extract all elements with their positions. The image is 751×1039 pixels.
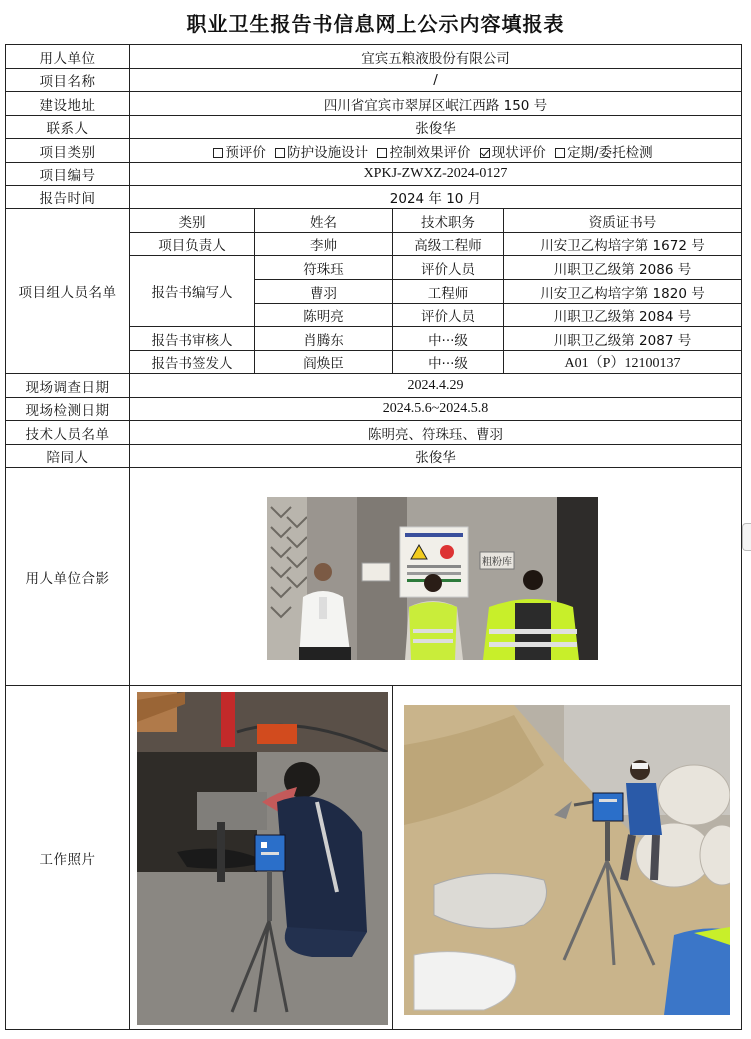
row-escort (6, 445, 742, 468)
employer-label: 用人单位 (6, 45, 130, 69)
address-value: 四川省宜宾市翠屏区岷江西路 150 号 (130, 92, 742, 116)
group-photo-label: 用人单位合影 (6, 468, 130, 686)
members-header-row (6, 209, 742, 233)
header-cert: 资质证书号 (504, 209, 742, 233)
leader-category: 项目负责人 (130, 233, 255, 256)
option-protection-design[interactable]: 防护设施设计 (275, 145, 368, 161)
reviewer-title: 中···级 (393, 327, 504, 351)
project-type-options (130, 139, 742, 163)
option-pre-assessment[interactable]: 预评价 (213, 145, 266, 161)
option-periodic-testing[interactable]: 定期/委托检测 (555, 145, 653, 161)
page-scroll-handle[interactable] (742, 523, 751, 551)
signer-title: 中···级 (393, 351, 504, 374)
testing-date-label: 现场检测日期 (6, 398, 130, 421)
row-project-type (6, 139, 742, 163)
survey-date-label: 现场调查日期 (6, 374, 130, 398)
reviewer-category: 报告书审核人 (130, 327, 255, 351)
row-technicians (6, 421, 742, 445)
work-photos-label: 工作照片 (6, 686, 130, 1030)
reviewer-name: 肖腾东 (255, 327, 393, 351)
work-photo-grain-sampling (404, 705, 730, 1015)
row-project-no (6, 163, 742, 186)
report-time-value: 2024 年 10 月 (130, 186, 742, 209)
escort-value: 张俊华 (130, 445, 742, 468)
row-testing-date (6, 398, 742, 421)
testing-date-value: 2024.5.6~2024.5.8 (130, 398, 742, 421)
row-contact (6, 116, 742, 139)
work-photo-welding-sampling (137, 692, 388, 1025)
checkbox-icon[interactable] (377, 148, 387, 158)
technicians-label: 技术人员名单 (6, 421, 130, 445)
header-name: 姓名 (255, 209, 393, 233)
writer-title: 工程师 (393, 280, 504, 304)
writer-cert: 川职卫乙级第 2086 号 (504, 256, 742, 280)
group-photo (267, 497, 598, 660)
writer-cert: 川安卫乙构培字第 1820 号 (504, 280, 742, 304)
option-control-effect[interactable]: 控制效果评价 (377, 145, 470, 161)
report-time-label: 报告时间 (6, 186, 130, 209)
checkbox-icon[interactable] (275, 148, 285, 158)
writers-category: 报告书编写人 (130, 256, 255, 327)
employer-value: 宜宾五粮液股份有限公司 (130, 45, 742, 69)
header-title: 技术职务 (393, 209, 504, 233)
checkbox-icon[interactable] (555, 148, 565, 158)
writer-title: 评价人员 (393, 256, 504, 280)
signer-category: 报告书签发人 (130, 351, 255, 374)
row-project-name (6, 69, 742, 92)
project-type-label: 项目类别 (6, 139, 130, 163)
header-category: 类别 (130, 209, 255, 233)
reviewer-cert: 川职卫乙级第 2087 号 (504, 327, 742, 351)
project-name-label: 项目名称 (6, 69, 130, 92)
project-no-label: 项目编号 (6, 163, 130, 186)
technicians-value: 陈明亮、符珠珏、曹羽 (130, 421, 742, 445)
writer-name: 曹羽 (255, 280, 393, 304)
writer-title: 评价人员 (393, 304, 504, 327)
members-label: 项目组人员名单 (6, 209, 130, 374)
project-name-value: / (130, 69, 742, 92)
contact-value: 张俊华 (130, 116, 742, 139)
option-status-assessment[interactable]: 现状评价 (480, 145, 546, 161)
address-label: 建设地址 (6, 92, 130, 116)
writer-name: 符珠珏 (255, 256, 393, 280)
leader-cert: 川安卫乙构培字第 1672 号 (504, 233, 742, 256)
form-title: 职业卫生报告书信息网上公示内容填报表 (186, 12, 565, 36)
contact-label: 联系人 (6, 116, 130, 139)
writer-name: 陈明亮 (255, 304, 393, 327)
row-address (6, 92, 742, 116)
signer-cert: A01（P）12100137 (504, 351, 742, 374)
writer-cert: 川职卫乙级第 2084 号 (504, 304, 742, 327)
row-employer (6, 45, 742, 69)
survey-date-value: 2024.4.29 (130, 374, 742, 398)
checkbox-checked-icon[interactable] (480, 148, 490, 158)
project-no-value: XPKJ-ZWXZ-2024-0127 (130, 163, 742, 186)
checkbox-icon[interactable] (213, 148, 223, 158)
signer-name: 阎焕臣 (255, 351, 393, 374)
grain-warehouse-sign: 粗粉库 (482, 557, 512, 568)
leader-name: 李帅 (255, 233, 393, 256)
leader-title: 高级工程师 (393, 233, 504, 256)
row-report-time (6, 186, 742, 209)
escort-label: 陪同人 (6, 445, 130, 468)
row-survey-date (6, 374, 742, 398)
